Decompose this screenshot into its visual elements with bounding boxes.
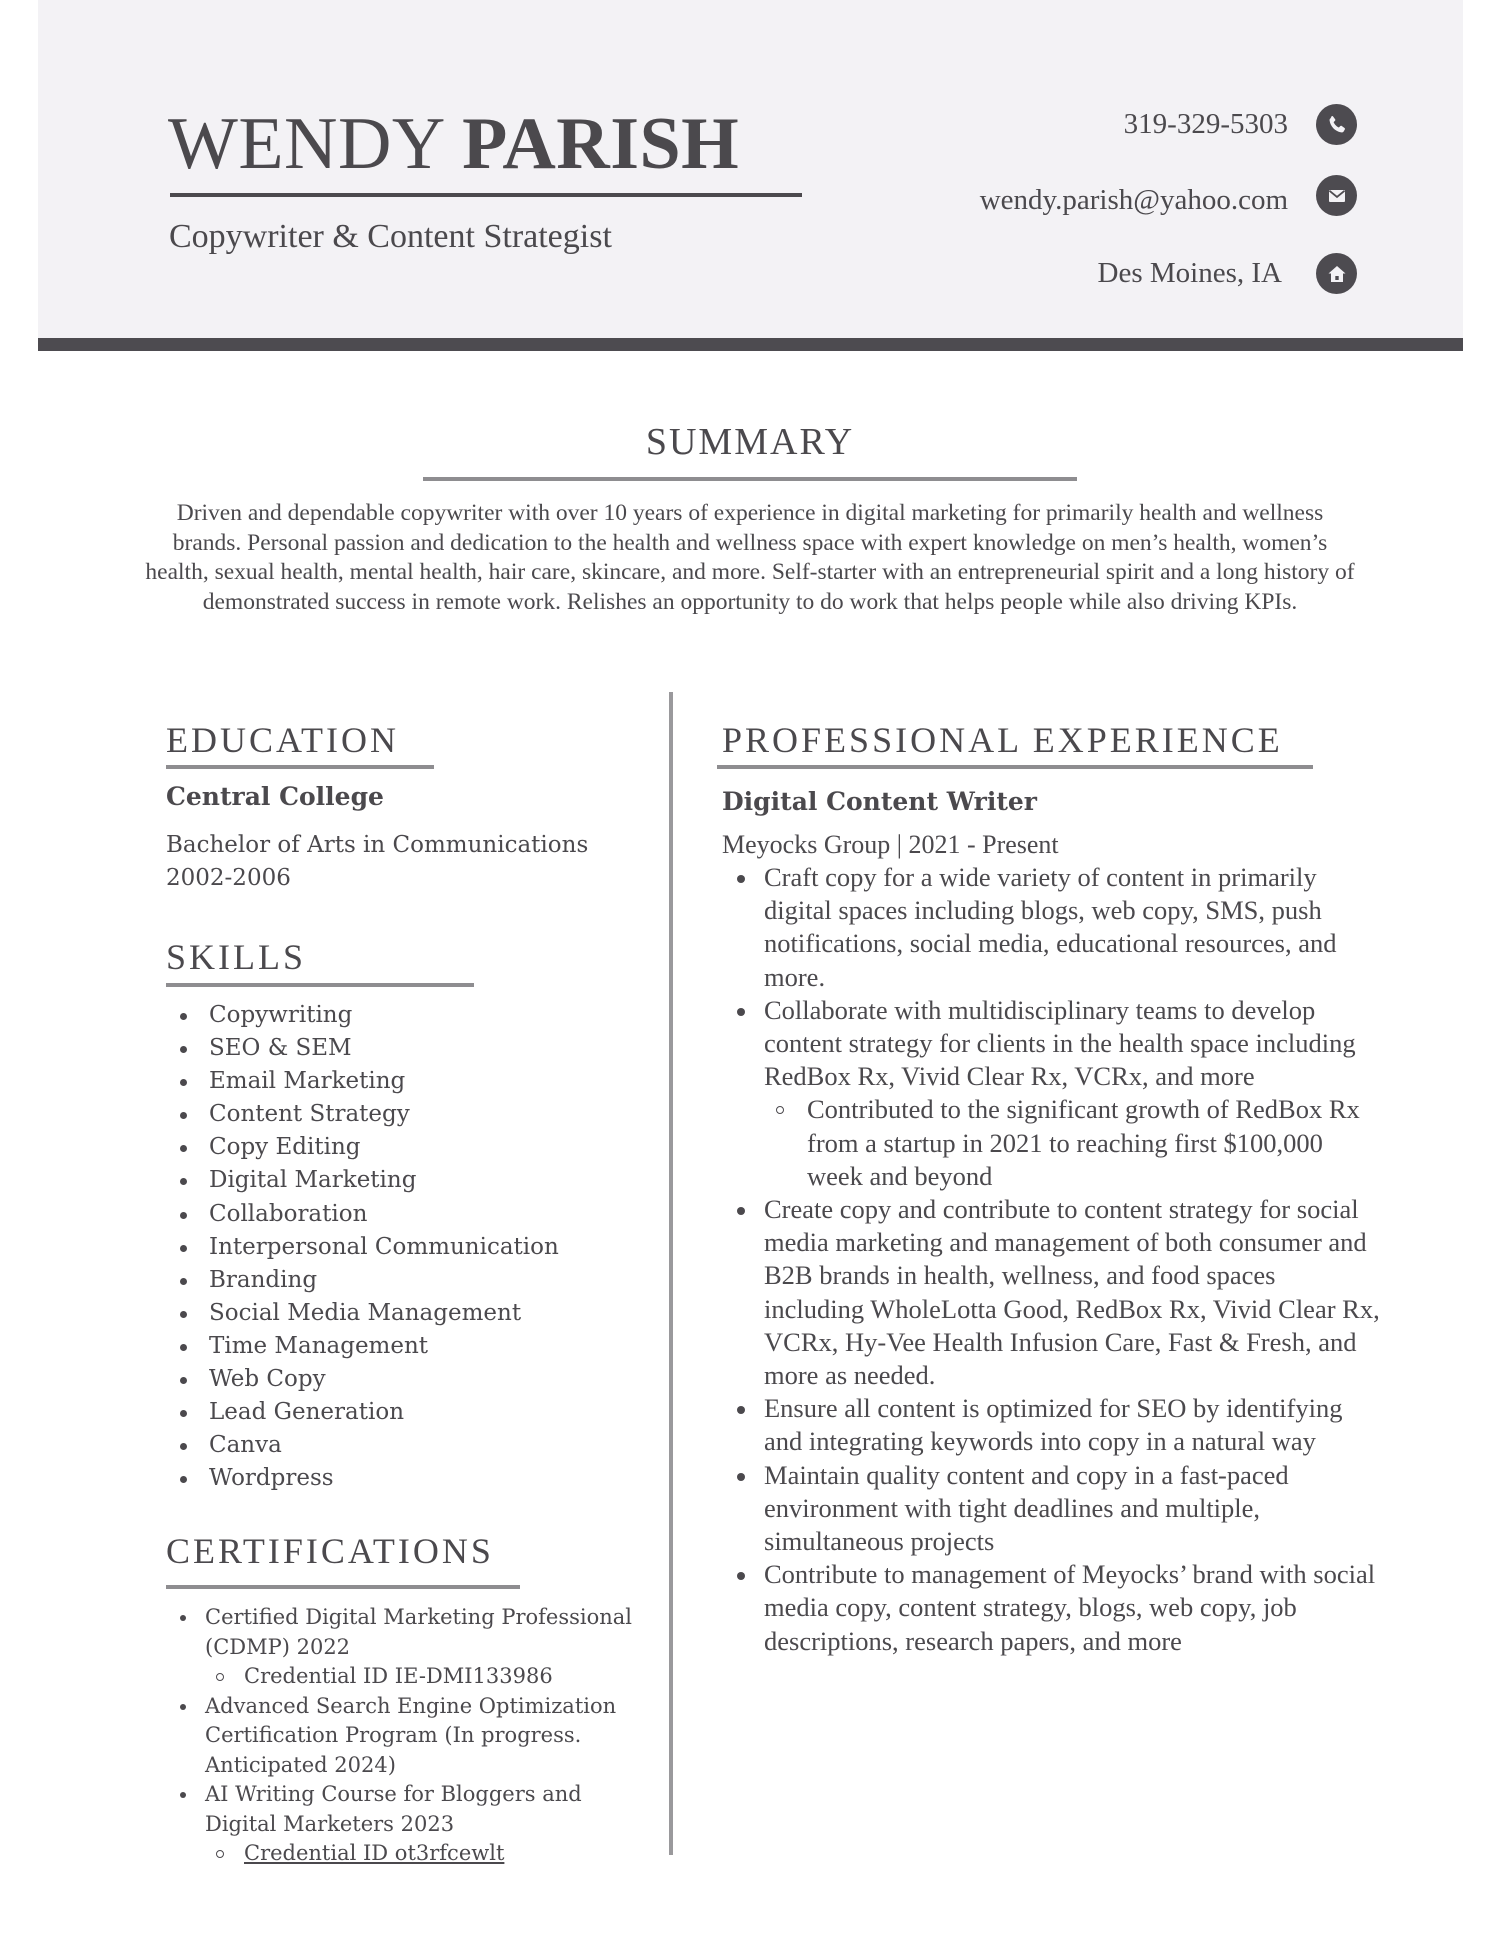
job-bullet: Maintain quality content and copy in a fast-paced environment with tight deadlines and multiple, simultaneous projects: [722, 1459, 1382, 1559]
header-accent-bar: [38, 338, 1463, 351]
experience-rule: [717, 765, 1313, 769]
school-name: Central College: [166, 782, 384, 811]
skill-item: Social Media Management: [166, 1297, 559, 1330]
credential-id-link[interactable]: Credential ID ot3rfcewlt: [244, 1841, 505, 1865]
summary-heading: SUMMARY: [645, 421, 855, 463]
summary-text: Driven and dependable copywriter with over 10 years of experience in digital marketing for primarily health and wellness brands. Personal passion and dedication to the health and wellness space with expert knowledge on men’s health, women’s health, sexual health, mental health, hair care, skincare, and more. Self-starter with an entrepreneurial spirit and a long history of demonstrated success in remote work. Relishes an opportunity to do work that helps people while also driving KPIs.: [145, 500, 1355, 615]
column-divider: [669, 692, 673, 1855]
skill-item: Content Strategy: [166, 1098, 559, 1131]
job-bullet: [722, 994, 1382, 1193]
first-name: WENDY: [168, 103, 444, 185]
contact-phone[interactable]: 319-329-5303: [1123, 108, 1288, 140]
home-icon: [1316, 253, 1357, 294]
skill-item: Time Management: [166, 1330, 559, 1363]
skill-item: Collaboration: [166, 1198, 559, 1231]
phone-icon: [1316, 104, 1357, 145]
certification-name: Certified Digital Marketing Professional (CDMP) 2022: [205, 1605, 633, 1659]
skills-heading: SKILLS: [166, 937, 307, 977]
contact-email[interactable]: wendy.parish@yahoo.com: [979, 184, 1288, 216]
credential-id: Credential ID IE-DMI133986: [205, 1662, 636, 1692]
summary-rule: [423, 477, 1077, 481]
job-role: Digital Content Writer: [722, 787, 1037, 816]
job-bullet: Create copy and contribute to content strategy for social media marketing and management of both consumer and B2B brands in health, wellness, and food spaces including WholeLotta Good, RedBox Rx, Vivid Clear Rx, VCRx, Hy-Vee Health Infusion Care, Fast & Fresh, and more as needed.: [722, 1193, 1382, 1392]
skill-item: Wordpress: [166, 1462, 559, 1495]
contact-location: Des Moines, IA: [1097, 257, 1282, 289]
skill-item: Email Marketing: [166, 1065, 559, 1098]
certifications-list: [166, 1603, 636, 1869]
name-underline: [170, 193, 802, 197]
skill-item: Branding: [166, 1264, 559, 1297]
certification-item: [166, 1692, 636, 1781]
skills-list: [166, 999, 559, 1495]
job-meta: Meyocks Group | 2021 - Present: [722, 830, 1059, 859]
mail-icon: [1316, 175, 1357, 216]
skill-item: Lead Generation: [166, 1396, 559, 1429]
skill-item: Interpersonal Communication: [166, 1231, 559, 1264]
skill-item: Copywriting: [166, 999, 559, 1032]
skill-item: Canva: [166, 1429, 559, 1462]
job-bullet-text: Collaborate with multidisciplinary teams to develop content strategy for clients in the health space including RedBox Rx, Vivid Clear Rx, VCRx, and more: [764, 994, 1356, 1092]
skill-item: Web Copy: [166, 1363, 559, 1396]
job-bullets: [722, 861, 1382, 1658]
certifications-heading: CERTIFICATIONS: [166, 1531, 494, 1571]
education-years: 2002-2006: [166, 865, 291, 891]
degree: Bachelor of Arts in Communications: [166, 832, 589, 858]
certification-name: AI Writing Course for Bloggers and Digital Marketers 2023: [205, 1782, 582, 1836]
candidate-name: [168, 104, 739, 184]
job-title: Copywriter & Content Strategist: [169, 218, 612, 255]
education-rule: [166, 765, 434, 769]
certifications-rule: [166, 1585, 520, 1589]
skill-item: Copy Editing: [166, 1131, 559, 1164]
job-bullet: Contribute to management of Meyocks’ brand with social media copy, content strategy, blogs, web copy, job descriptions, research papers, and more: [722, 1558, 1382, 1658]
experience-heading: PROFESSIONAL EXPERIENCE: [722, 720, 1283, 760]
skills-rule: [166, 983, 474, 987]
credential-id-item: [205, 1839, 636, 1869]
certification-name: Advanced Search Engine Optimization Certification Program (In progress. Anticipated 2024): [205, 1693, 617, 1777]
certification-item: [166, 1603, 636, 1692]
certification-item: [166, 1780, 636, 1869]
job-bullet: Ensure all content is optimized for SEO by identifying and integrating keywords into copy in a natural way: [722, 1392, 1382, 1458]
skill-item: Digital Marketing: [166, 1164, 559, 1197]
skill-item: SEO & SEM: [166, 1032, 559, 1065]
job-sub-bullet: Contributed to the significant growth of RedBox Rx from a startup in 2021 to reaching first $100,000 week and beyond: [764, 1093, 1382, 1193]
education-heading: EDUCATION: [166, 720, 399, 760]
job-bullet: Craft copy for a wide variety of content in primarily digital spaces including blogs, web copy, SMS, push notifications, social media, educational resources, and more.: [722, 861, 1382, 994]
last-name: PARISH: [462, 103, 740, 185]
